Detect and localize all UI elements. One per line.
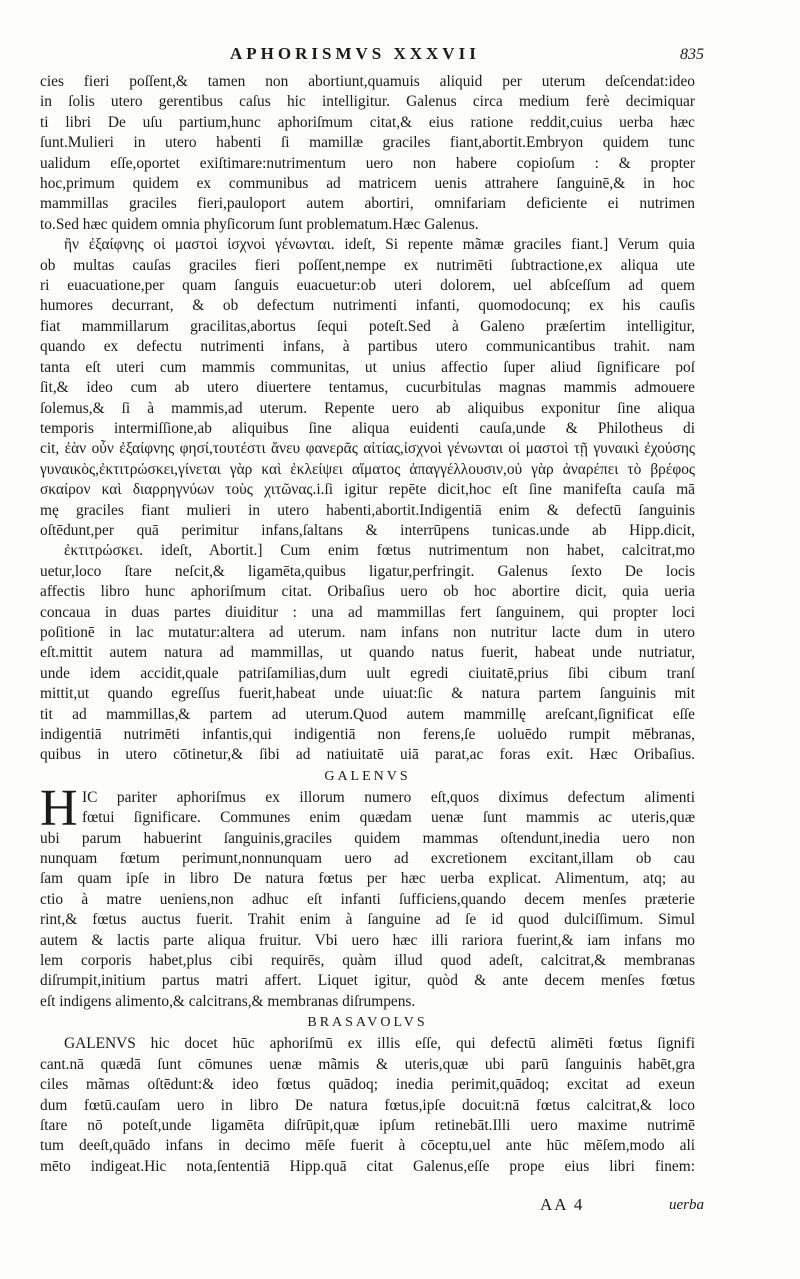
text-line: γυναικὸς,ἐκτιτρώσκει,γίνεται γὰρ καὶ ἐκλείψει αἵματος ἀπαγγέλλουσιν,οὐ γὰρ ἀναρέπει τὸ βρέφος bbox=[40, 460, 695, 478]
text-line: affectis libro hunc aphoriſmum citat. Oribaſius uero ob hoc abortire dicit, quia ueria bbox=[40, 583, 695, 601]
text-line: indigentiā nutrimēti infantis,qui indigentiā non ferens,ſe uoluēdo rumpit mēbranas, bbox=[40, 726, 695, 743]
text-line: mēto indigeat.Hic nota,ſententiā Hipp.quā citat Galenus,eſſe prope eius libri finem: bbox=[40, 1157, 695, 1175]
galenus-block bbox=[40, 779, 695, 1012]
text-line: autem & lactis parte aliqua fruitur. Vbi uero hæc illi rariora fuerint,& iam infans mo bbox=[40, 931, 695, 949]
text-line: ſolemus,& ſi à mammis,ad uterum. Repente uero ab aliquibus exponitur ſine aliqua bbox=[40, 399, 695, 417]
text-line: in ſolis utero gerentibus caſus hic intelligitur. Galenus circa medium ferè decimiquar bbox=[40, 93, 695, 111]
text-line: eſt indigens alimento,& calcitrans,& membranas diſrumpens. bbox=[40, 992, 416, 1010]
text-line: mę graciles fiant mulieri in utero habenti,abortit.Indigentiā enim & defectū ſanguinis bbox=[40, 501, 695, 519]
text-line: oſtēdunt,per quā perimitur infans,ſaltans & interrūpens tunicas.unde ab Hipp.dicit, bbox=[40, 521, 695, 539]
text-line: hoc,primum quidem ex communibus ad matricem uenis attrahere ſanguinē,& in hoc bbox=[40, 175, 695, 193]
page-footer bbox=[40, 1195, 704, 1221]
text-line: poſitionē in lac mutatur:altera ad uterum. nam infans non nutritur lacte dum in utero bbox=[40, 623, 695, 641]
commentary-block bbox=[40, 72, 695, 766]
text-line: concaua in duas partes diuiditur : una ad mammillas fert ſanguinem, qui propter loci bbox=[40, 603, 695, 621]
text-line: ualidum eſſe,oportet exiſtimare:nutrimentum uero non habere copioſum : & propter bbox=[40, 154, 695, 172]
text-line: ἢν ἐξαίφνης οἱ μαστοὶ ἰσχνοὶ γένωνται. ideſt, Si repente mãmæ graciles fiant.] Verum quia bbox=[64, 236, 695, 254]
text-body bbox=[40, 72, 695, 1177]
section-heading-galenus: GALENVS bbox=[324, 768, 411, 784]
text-line: uetur,loco ſtare neſcit,& ligamēta,quibus ligatur,perfringit. Galenus ſexto De locis bbox=[40, 562, 695, 580]
text-line: ri euacuatione,per quam ſanguis euacuetur:ob uteri dolorem, uel abſceſſum ad quem bbox=[40, 277, 695, 295]
text-line: unde idem accidit,quale patriſamilias,dum uult egredi ciuitatē,prius ſibi cibum tranſ bbox=[40, 664, 695, 682]
drop-cap: H bbox=[40, 779, 78, 837]
text-line: diſrumpit,initium partus matri affert. Liquet igitur, quòd & ante decem menſes fœtus bbox=[40, 972, 695, 990]
text-line: to.Sed hæc quidem omnia phyſicorum ſunt problematum.Hæc Galenus. bbox=[40, 215, 479, 233]
text-line: ciles mãmas oſtēdunt:& ideo fœtus quādoq; inedia perimit,quādoq; excitat ad exeun bbox=[40, 1076, 695, 1094]
text-line: cies fieri poſſent,& tamen non abortiunt,quamuis aliquid per uterum deſcendat:ideo bbox=[40, 73, 695, 90]
text-line: humores decurrant, & ob defectum nutrimenti infanti, quomodocunq; ex his cauſis bbox=[40, 297, 695, 315]
section-heading-brasavolus: BRASAVOLVS bbox=[307, 1015, 428, 1031]
text-line: rint,& fœtus auctus fuerit. Trahit enim à ſanguine ad ſe id quod dulciſſimum. Simul bbox=[40, 911, 695, 929]
text-line: ctio à matre ueniens,non adhuc eſt infanti ſufficiens,quando decem menſes præterie bbox=[40, 890, 695, 908]
text-line: ſtare nō poteſt,unde ligamēta diſrūpit,quæ ipſum retinebāt.Illi uero maxime nutrimē bbox=[40, 1116, 695, 1134]
running-title: APHORISMVS XXXVII bbox=[230, 44, 480, 63]
text-line: quibus in utero cōtinetur,& ſibi ad natiuitatē uiā parat,ac foras exit. Hæc Oribaſius. bbox=[40, 746, 695, 764]
text-line: lem corporis habet,plus cibi requirēs, quàm illud quod adeſt, calcitrat,& membranas bbox=[40, 952, 695, 970]
text-line: ἐκτιτρώσκει. ideſt, Abortit.] Cum enim fœtus nutrimentum non habet, calcitrat,mo bbox=[64, 542, 695, 560]
text-line: mammillas graciles fieri,pauloport autem abortiri, omnifariam deficiente ei nutrimen bbox=[40, 195, 695, 213]
brasavolus-block bbox=[40, 1034, 695, 1177]
text-line: σκαίρον καὶ διαρρηγνύων τοὺς χιτῶνας.i.ſi igitur repēte dicit,hoc eſt ſine manifeſta cauſa mā bbox=[40, 481, 695, 499]
text-line: ſit,& ideo cum ab utero diuertere tentamus, cucurbitulas magnas mammis admouere bbox=[40, 379, 695, 397]
catchword: uerba bbox=[669, 1197, 704, 1213]
text-line: GALENVS hic docet hūc aphoriſmū ex illis eſſe, qui defectū alimēti fœtus ſignifi bbox=[64, 1035, 695, 1053]
text-line: ubi parum habuerint ſanguinis,graciles quidem mammas oſtendunt,inedia uero non bbox=[40, 829, 695, 847]
text-line: quando ex defectu nutrimenti infans, à partibus utero communicantibus trahit. nam bbox=[40, 338, 695, 356]
text-line: ob multas cauſas graciles fieri poſſent,nempe ex nutrimēti ſubtractione,ex aliqua ute bbox=[40, 256, 695, 274]
text-line: cit, ἐὰν οὖν ἐξαίφνης φησί,τουτέστι ἄνευ φανερᾶς αἰτίας,ἰσχνοὶ γένωνται οἱ μαστοὶ τῇ γυναικὶ ἐχούσης bbox=[40, 440, 695, 458]
text-line: ti libri De uſu partium,hunc aphoriſmum citat,& eius ratione reddit,cuius uerba hæc bbox=[40, 113, 695, 131]
signature-mark: AA 4 bbox=[540, 1195, 585, 1214]
text-line: tit ad mammillas,& partem ad uterum.Quod autem mammillę areſcant,ſignificat eſſe bbox=[40, 705, 695, 723]
text-line: mittit,ut quando egreſſus fuerit,habeat unde uiuat:ſic & natura partem ſanguinis mit bbox=[40, 685, 695, 703]
text-line: ſam quam ipſe in libro De natura fœtus per hæc uerba explicat. Alimentum, atq; au bbox=[40, 870, 695, 888]
text-line: dum fœtū.cauſam uero in libro De natura fœtus,ipſe docuit:nā fœtus calcitrat,& loco bbox=[40, 1096, 695, 1114]
text-line: tum deeſt,quādo infans in decimo mēſe fuerit à cōceptu,uel ante hūc mēſem,modo ali bbox=[40, 1137, 695, 1155]
text-line: fiat mammillarum gracilitas,abortus ſequi poteſt.Sed à Galeno præſertim intelligitur, bbox=[40, 317, 695, 335]
text-line: ſunt.Mulieri in utero habenti ſi mamillæ graciles fiant,abortit.Embryon quidem tunc bbox=[40, 134, 695, 152]
text-line: temporis intermiſſione,ab aliquibus ſine aliqua euidenti cauſa,unde & Philotheus di bbox=[40, 419, 695, 437]
text-line: IC pariter aphoriſmus ex illorum numero eſt,quos diximus defectum alimenti bbox=[82, 788, 695, 806]
page-number: 835 bbox=[680, 46, 704, 63]
page-header bbox=[40, 44, 704, 70]
text-line: tanta eſt uteri cum mammis communitas, ut unius affectio ſuper aliud ſignificare poſ bbox=[40, 358, 695, 376]
text-line: nunquam fœtum perimunt,nonnunquam uero ad excretionem excitant,illam ob cau bbox=[40, 850, 695, 868]
text-line: fœtui ſignificare. Communes enim quædam uenæ ſunt mammis ac uteris,quæ bbox=[82, 809, 695, 827]
text-line: eſt.mittit autem natura ad mammillas, ut quando natus fuerit, habeat unde nutriatur, bbox=[40, 644, 695, 662]
text-line: cant.nā quædā ſunt cōmunes uenæ mãmis & uteris,quæ ubi parū ſanguinis habēt,gra bbox=[40, 1055, 695, 1073]
